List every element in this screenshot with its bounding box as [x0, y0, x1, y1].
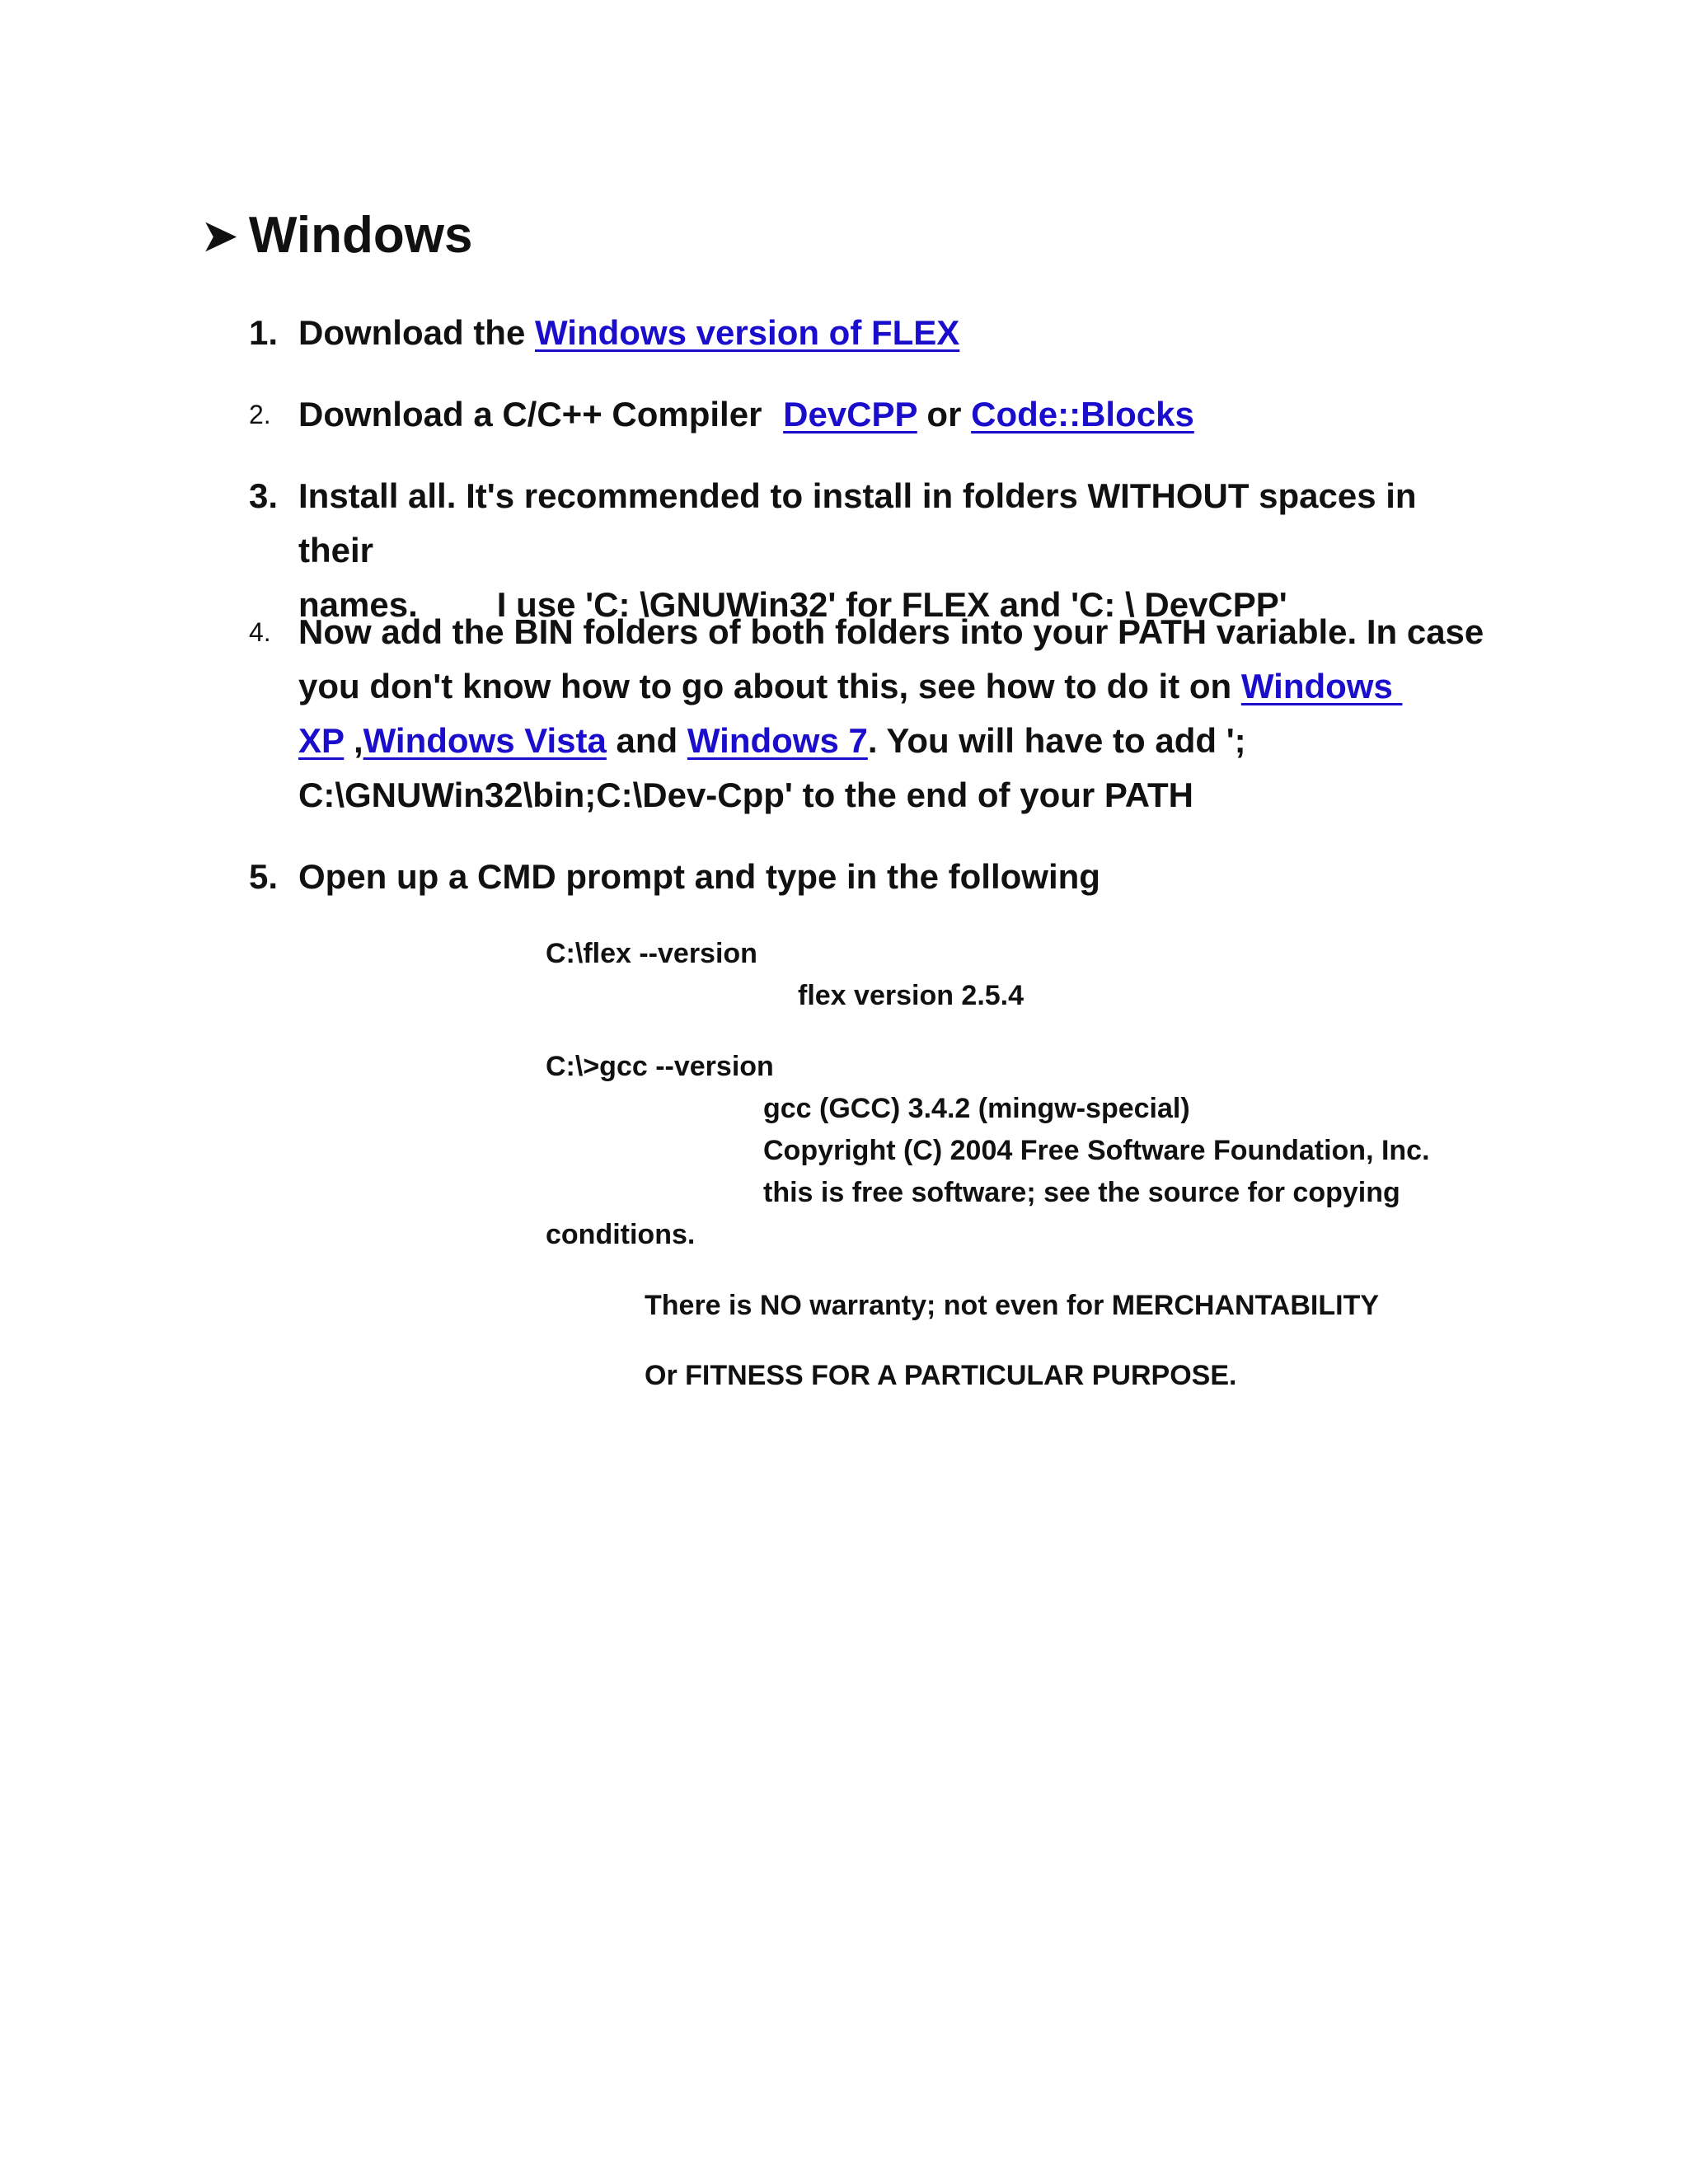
comma-text: , [344, 721, 363, 760]
gcc-output-line-3-continued: conditions. [546, 1219, 696, 1250]
section-heading [200, 203, 472, 269]
and-text: and [606, 721, 687, 760]
list-item-step-1 [249, 306, 1485, 360]
list-item-step-5 [249, 850, 1485, 904]
list-item-step-2 [249, 387, 1485, 442]
step-text: Open up a CMD prompt and type in the following [298, 857, 1100, 896]
step-number: 5. [249, 857, 279, 896]
windows-xp-link[interactable]: Windows XP [298, 667, 1403, 760]
gcc-command: C:\>gcc --version [546, 1051, 774, 1082]
arrow-bullet-icon: ➤ [200, 209, 239, 261]
step-text [298, 605, 1485, 823]
gcc-output-line-3: this is free software; see the source for copying [763, 1177, 1400, 1208]
codeblocks-link[interactable]: Code::Blocks [971, 395, 1194, 434]
step-2-label: Download a C/C++ Compiler [298, 395, 772, 434]
step-text [298, 306, 1485, 360]
step-4-line-3-end: . You will have to add '; [867, 721, 1246, 760]
step-3-line-2b: I use 'C: \GNUWin32' for FLEX and 'C: \ DevCPP' [496, 585, 1287, 624]
gcc-output-line-2: Copyright (C) 2004 Free Software Foundation, Inc. [763, 1135, 1430, 1166]
list-item-step-4 [249, 605, 1485, 823]
flex-command: C:\flex --version [546, 938, 757, 969]
step-4-line-2: you don't know how to go about this, see how to do it on [298, 667, 1241, 705]
flex-output: flex version 2.5.4 [798, 980, 1025, 1011]
gcc-output-line-5: Or FITNESS FOR A PARTICULAR PURPOSE. [645, 1360, 1237, 1391]
windows-7-link[interactable]: Windows 7 [687, 721, 868, 760]
step-4-line-4: C:\GNUWin32\bin;C:\Dev-Cpp' to the end of your PATH [298, 776, 1193, 814]
step-1-label: Download the [298, 313, 535, 352]
gcc-output-line-4: There is NO warranty; not even for MERCHANTABILITY [645, 1290, 1380, 1321]
section-title: Windows [248, 207, 473, 264]
windows-vista-link[interactable]: Windows Vista [363, 721, 607, 760]
devcpp-link[interactable]: DevCPP [783, 395, 917, 434]
step-3-line-2a: names. [298, 585, 418, 624]
step-3-line-1: Install all. It's recommended to install in folders WITHOUT spaces in their [298, 476, 1417, 569]
step-number: 3. [249, 476, 279, 515]
step-number: 2. [249, 400, 271, 429]
step-number: 1. [249, 313, 279, 352]
step-text [298, 387, 1485, 442]
step-4-line-1: Now add the BIN folders of both folders into your PATH variable. In case [298, 612, 1484, 651]
or-text: or [917, 395, 972, 434]
gcc-output-line-1: gcc (GCC) 3.4.2 (mingw-special) [763, 1093, 1190, 1124]
step-number: 4. [249, 617, 271, 647]
windows-flex-link[interactable]: Windows version of FLEX [535, 313, 960, 352]
